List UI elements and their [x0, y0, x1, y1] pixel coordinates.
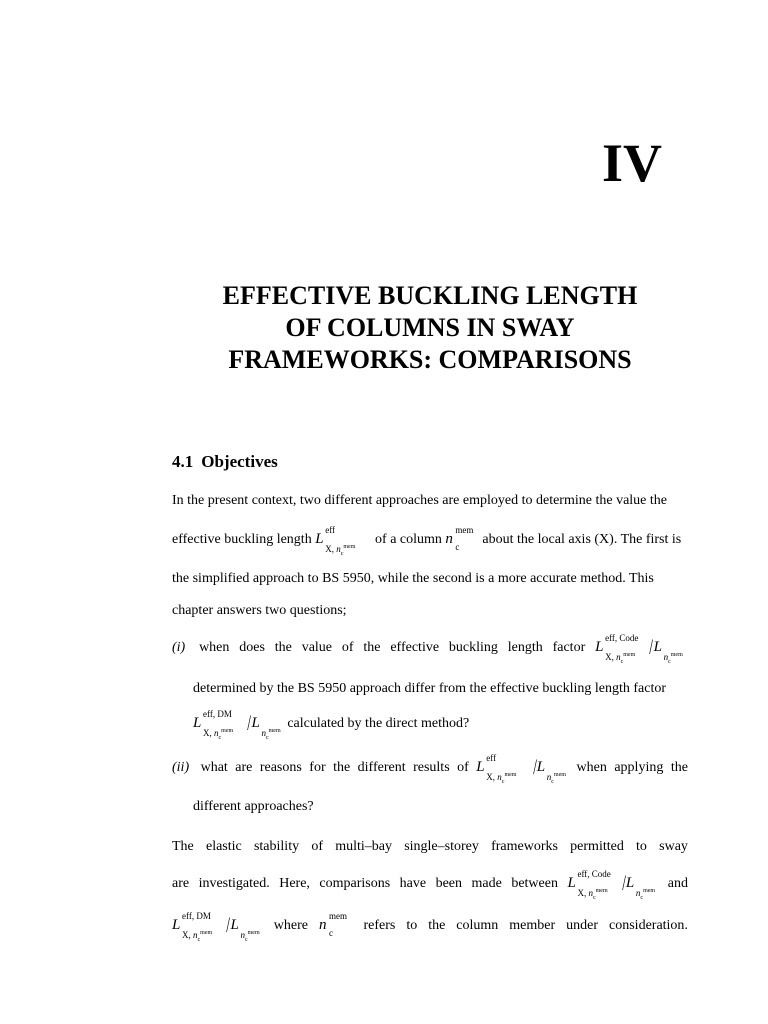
paragraph-2-line-3: L eff, DM X, $n_c^{mem}$ /L $n_c^{mem}$ where n mem c refers to the column member under consideration.: [172, 911, 688, 943]
math-eff-code-ratio: L eff, Code X, $n_c^{mem}$ /L $n_c^{mem}$: [595, 633, 683, 665]
question-2-label: (ii): [172, 760, 190, 775]
section-title: Objectives: [201, 452, 278, 471]
section-heading: [172, 452, 278, 472]
math-subscript: X, $n_c^{mem}$: [325, 544, 356, 557]
paragraph-2-line-1: The elastic stability of multi–bay single–storey frameworks permitted to sway: [172, 839, 688, 854]
math-eff-dm-ratio: L eff, DM X, $n_c^{mem}$ /L $n_c^{mem}$: [193, 709, 281, 741]
math-eff-ratio: L eff X, $n_c^{mem}$ /L $n_c^{mem}$: [476, 753, 566, 785]
text-fragment: calculated by the direct method?: [287, 716, 470, 731]
text-fragment: effective buckling length: [172, 532, 312, 547]
math-eff-code-ratio-2: L eff, Code X, $n_c^{mem}$ /L $n_c^{mem}$: [567, 869, 656, 901]
text-fragment: about the local axis (X). The first is: [482, 532, 682, 547]
question-2-line-1: (ii) what are reasons for the different results of L eff X, $n_c^{mem}$ /L $n_c^{mem}$ when applying the: [172, 753, 688, 785]
paragraph-1-line-2: [172, 525, 688, 557]
paragraph-1-line-3: the simplified approach to BS 5950, while the second is a more accurate method. This: [172, 571, 654, 586]
chapter-title-line-1: EFFECTIVE BUCKLING LENGTH: [222, 281, 638, 310]
math-eff-dm-ratio-2: L eff, DM X, $n_c^{mem}$ /L $n_c^{mem}$: [172, 911, 260, 943]
question-1-label: (i): [172, 640, 186, 655]
paragraph-2-line-2: are investigated. Here, comparisons have been made between L eff, Code X, $n_c^{mem}$ /L $n_c^{mem}$ and: [172, 869, 688, 901]
question-1-line-2: determined by the BS 5950 approach differ from the effective buckling length factor: [193, 681, 666, 696]
question-2-line-2: different approaches?: [193, 799, 314, 814]
question-1-line-3: [193, 709, 688, 741]
math-n-c-mem: n mem c: [445, 525, 474, 552]
section-number: 4.1: [172, 452, 194, 471]
chapter-title-line-3: FRAMEWORKS: COMPARISONS: [228, 345, 632, 374]
math-L-x-eff: L eff X, $n_c^{mem}$: [315, 530, 371, 549]
text-fragment: of a column: [375, 532, 442, 547]
chapter-title: [172, 280, 688, 376]
paragraph-1-line-1: In the present context, two different approaches are employed to determine the value the: [172, 493, 667, 508]
chapter-title-line-2: OF COLUMNS IN SWAY: [285, 313, 575, 342]
math-n-c-mem-2: n mem c: [318, 911, 347, 938]
chapter-number: IV: [601, 133, 662, 193]
paragraph-1-line-4: chapter answers two questions;: [172, 603, 347, 618]
question-1-line-1: (i) when does the value of the effective buckling length factor L eff, Code X, $n_c^{mem}$ /L $n_c^{mem}$: [172, 638, 688, 657]
